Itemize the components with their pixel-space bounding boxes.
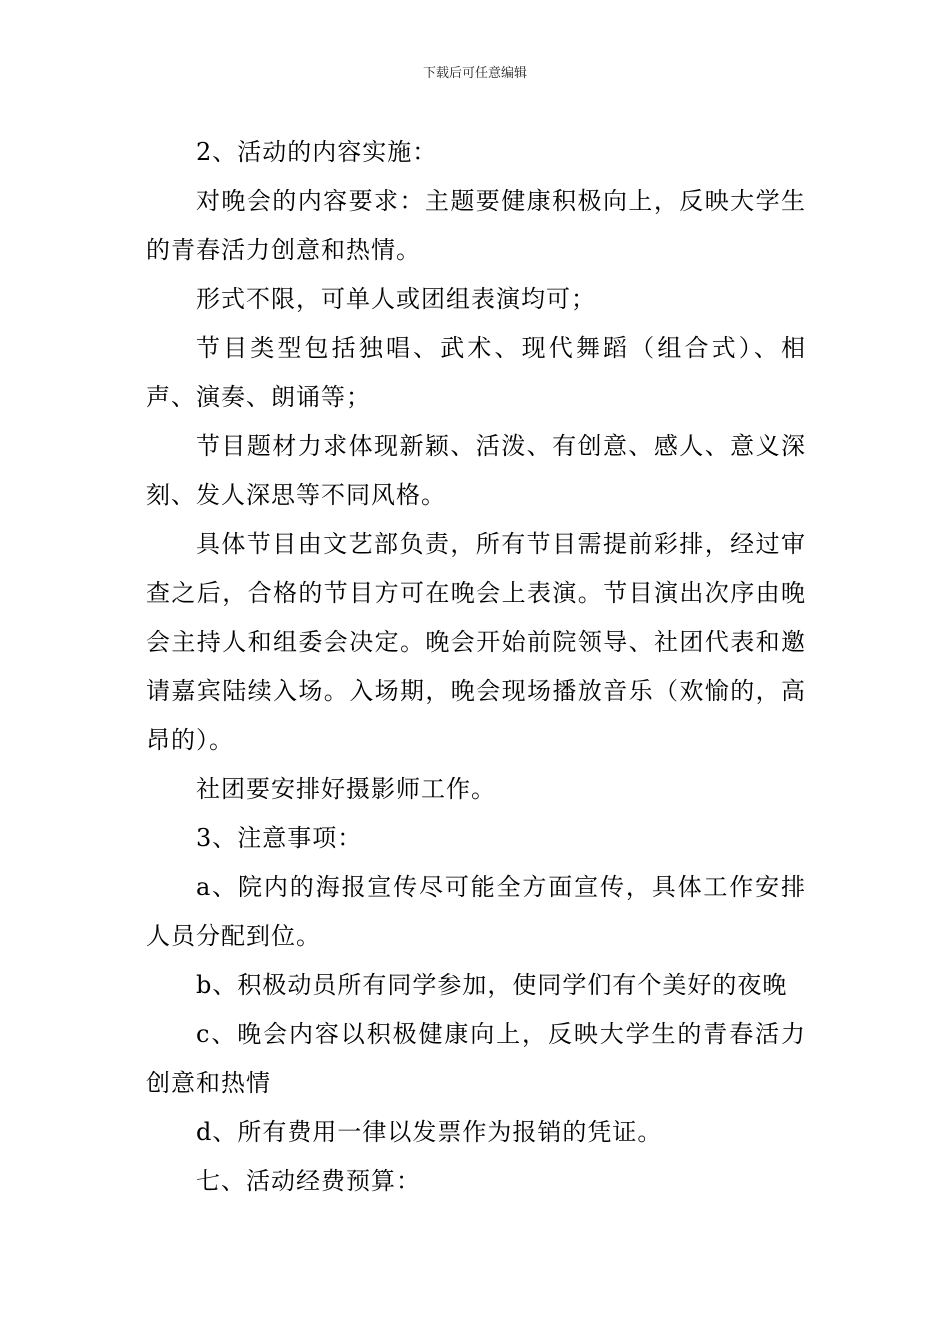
note-item-c: c、晚会内容以积极健康向上，反映大学生的青春活力创意和热情 — [146, 1020, 806, 1097]
page-header: 下载后可任意编辑 — [422, 66, 527, 81]
section-heading-content-implementation: 2、活动的内容实施： — [196, 138, 438, 166]
document-body — [146, 128, 806, 1206]
paragraph-program-types: 节目类型包括独唱、武术、现代舞蹈（组合式）、相声、演奏、朗诵等； — [146, 334, 806, 411]
paragraph-format: 形式不限，可单人或团组表演均可； — [196, 285, 596, 313]
section-heading-notes: 3、注意事项： — [196, 824, 363, 852]
note-item-b: b、积极动员所有同学参加，使同学们有个美好的夜晚 — [196, 971, 788, 999]
paragraph-photographer: 社团要安排好摄影师工作。 — [196, 775, 496, 803]
note-item-a: a、院内的海报宣传尽可能全方面宣传，具体工作安排人员分配到位。 — [146, 873, 806, 950]
paragraph-program-arrangement: 具体节目由文艺部负责，所有节目需提前彩排，经过审查之后，合格的节目方可在晚会上表演。节目演出次序由晚会主持人和组委会决定。晚会开始前院领导、社团代表和邀请嘉宾陆续入场。入场期，晚会现场播放音乐（欢愉的，高昂的）。 — [146, 530, 806, 754]
paragraph-content-requirements: 对晚会的内容要求：主题要健康积极向上，反映大学生的青春活力创意和热情。 — [146, 187, 806, 264]
paragraph-program-themes: 节目题材力求体现新颖、活泼、有创意、感人、意义深刻、发人深思等不同风格。 — [146, 432, 806, 509]
note-item-d: d、所有费用一律以发票作为报销的凭证。 — [196, 1118, 663, 1146]
section-heading-budget: 七、活动经费预算： — [196, 1167, 421, 1195]
